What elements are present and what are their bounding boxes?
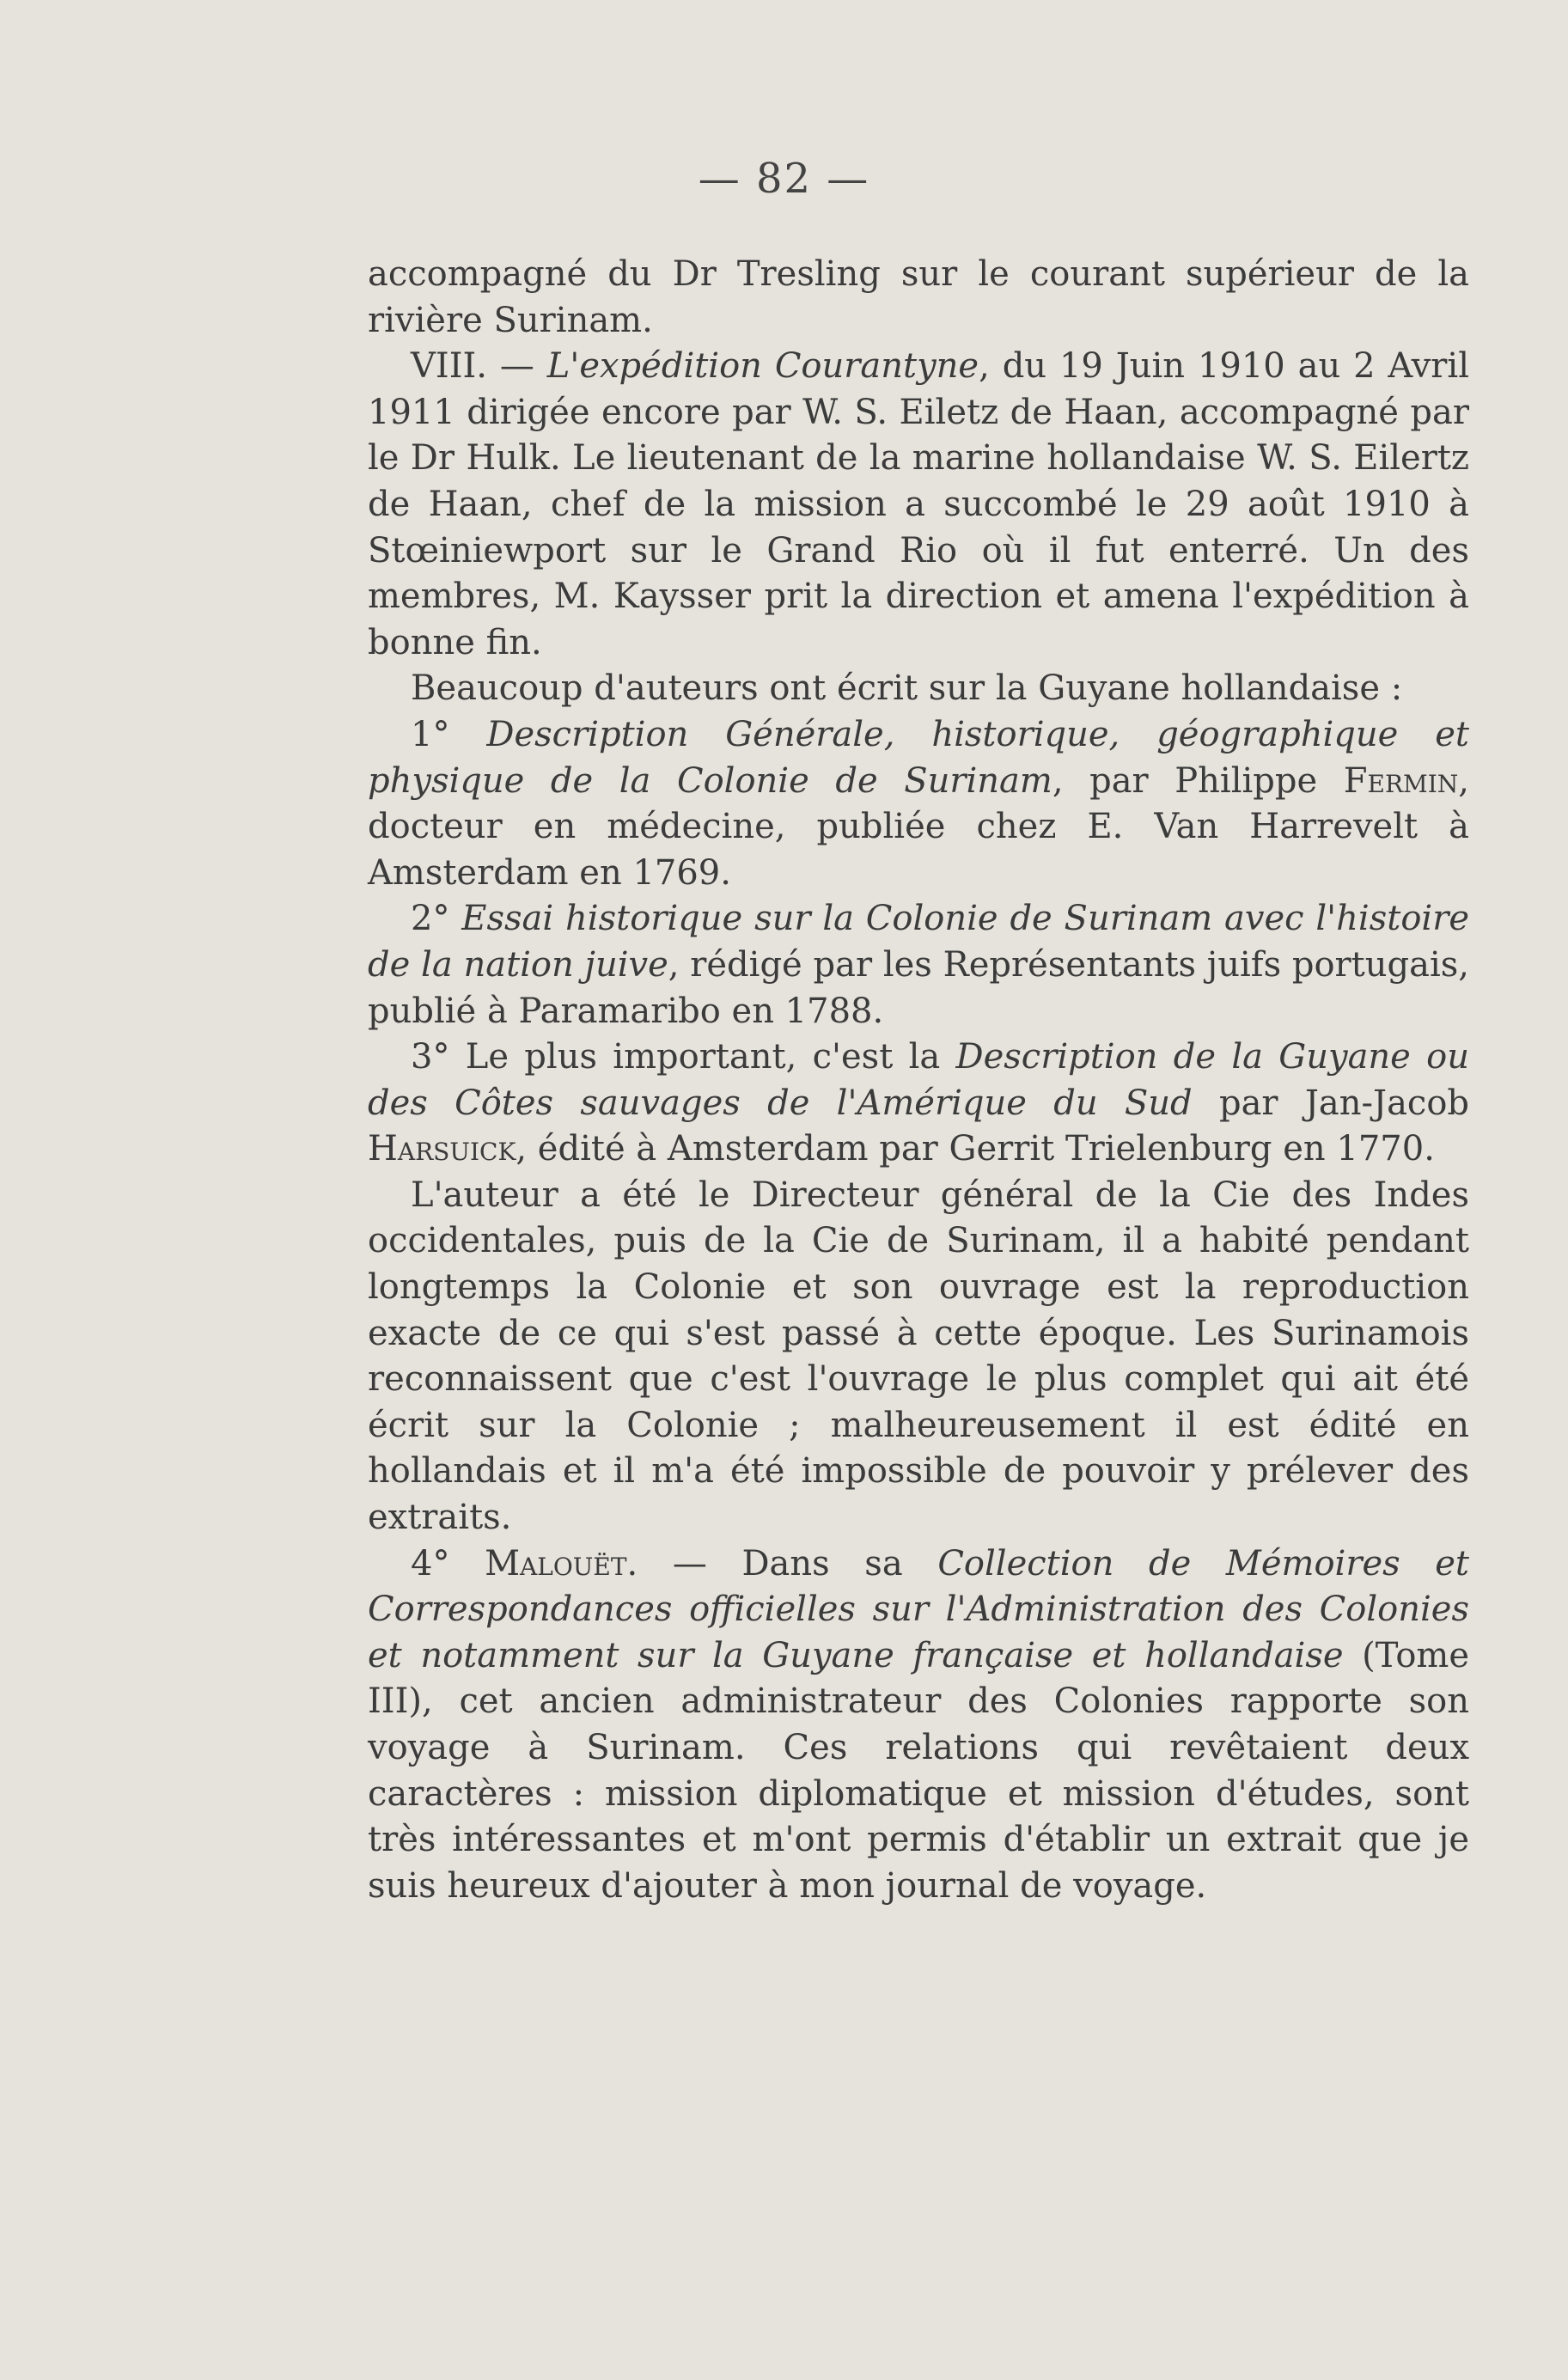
expedition-text: , du 19 Juin 1910 au 2 Avril 1911 dirigée encore par W. S. Eiletz de Haan, accompagné par le Dr Hulk. Le lieutenant de la marine hollandaise W. S. Eilertz de Haan, chef de la mission a succombé le 29 août 1910 à Stœiniewport sur le Grand Rio où il fut enterré. Un des membres, M. Kaysser prit la direction et amena l'expédition à bonne fin. <box>368 346 1469 662</box>
source-title: Description de la Guyane ou des Côtes sauvages de l'Amérique du Sud <box>368 1037 1470 1123</box>
source-author: Malouët <box>485 1543 627 1584</box>
page-number: — 82 — <box>698 155 870 203</box>
paragraph-source-1 <box>368 712 1469 896</box>
source-text: (Tome III), cet ancien administrateur des Colonies rapporte son voyage à Surinam. Ces relations qui revêtaient deux caractères : mission diplomatique et mission d'études, sont très intéressantes et m'ont permis d'établir un extrait que je suis heureux d'ajouter à mon journal de voyage. <box>368 1635 1469 1906</box>
source-number: 1° <box>411 714 487 754</box>
paragraph-authors-intro: Beaucoup d'auteurs ont écrit sur la Guyane hollandaise : <box>411 668 1403 709</box>
source-title: Collection de Mémoires et Correspondances officielles sur l'Administration des Colonies et notamment sur la Guyane française et hollandaise <box>368 1543 1470 1675</box>
source-text: , rédigé par les Représentants juifs portugais, publié à Paramaribo en 1788. <box>368 944 1469 1031</box>
source-number: 3° <box>411 1037 466 1077</box>
source-author: Fermin <box>1343 760 1459 801</box>
source-text: . — Dans sa <box>626 1543 938 1584</box>
source-number: 2° <box>411 899 462 939</box>
paragraph-source-2 <box>368 896 1469 1034</box>
source-title: Description Générale, historique, géographique et physique de la Colonie de Surinam <box>368 714 1469 801</box>
source-text: par Jan-Jacob <box>1192 1083 1469 1123</box>
source-text: Le plus important, c'est la <box>465 1037 956 1077</box>
paragraph-source-4 <box>368 1541 1469 1910</box>
source-text: , édité à Amsterdam par Gerrit Trielenburg en 1770. <box>516 1129 1435 1169</box>
paragraph-harsuick-detail: L'auteur a été le Directeur général de la Cie des Indes occidentales, puis de la Cie de Surinam, il a habité pendant longtemps la Colonie et son ouvrage est la reproduction exacte de ce qui s'est passé à cette époque. Les Surinamois reconnaissent que c'est l'ouvrage le plus complet qui ait été écrit sur la Colonie ; malheureusement il est édité en hollandais et il m'a été impossible de pouvoir y prélever des extraits. <box>368 1175 1469 1538</box>
source-text: , par Philippe <box>1052 760 1344 801</box>
section-prefix: VIII. — <box>411 346 547 387</box>
source-author: Harsuick <box>368 1129 516 1169</box>
expedition-title: L'expédition Courantyne <box>546 346 979 387</box>
source-title: Essai historique sur la Colonie de Surinam avec l'histoire de la nation juive <box>368 899 1469 985</box>
paragraph-1: accompagné du Dr Tresling sur le courant supérieur de la rivière Surinam. <box>368 254 1469 340</box>
paragraph-source-3 <box>368 1034 1469 1173</box>
paragraph-viii-courantyne <box>368 344 1469 666</box>
source-text: , docteur en médecine, publiée chez E. Van Harrevelt à Amsterdam en 1769. <box>368 760 1470 893</box>
body-text <box>368 252 1469 1909</box>
source-number: 4° <box>411 1543 485 1584</box>
